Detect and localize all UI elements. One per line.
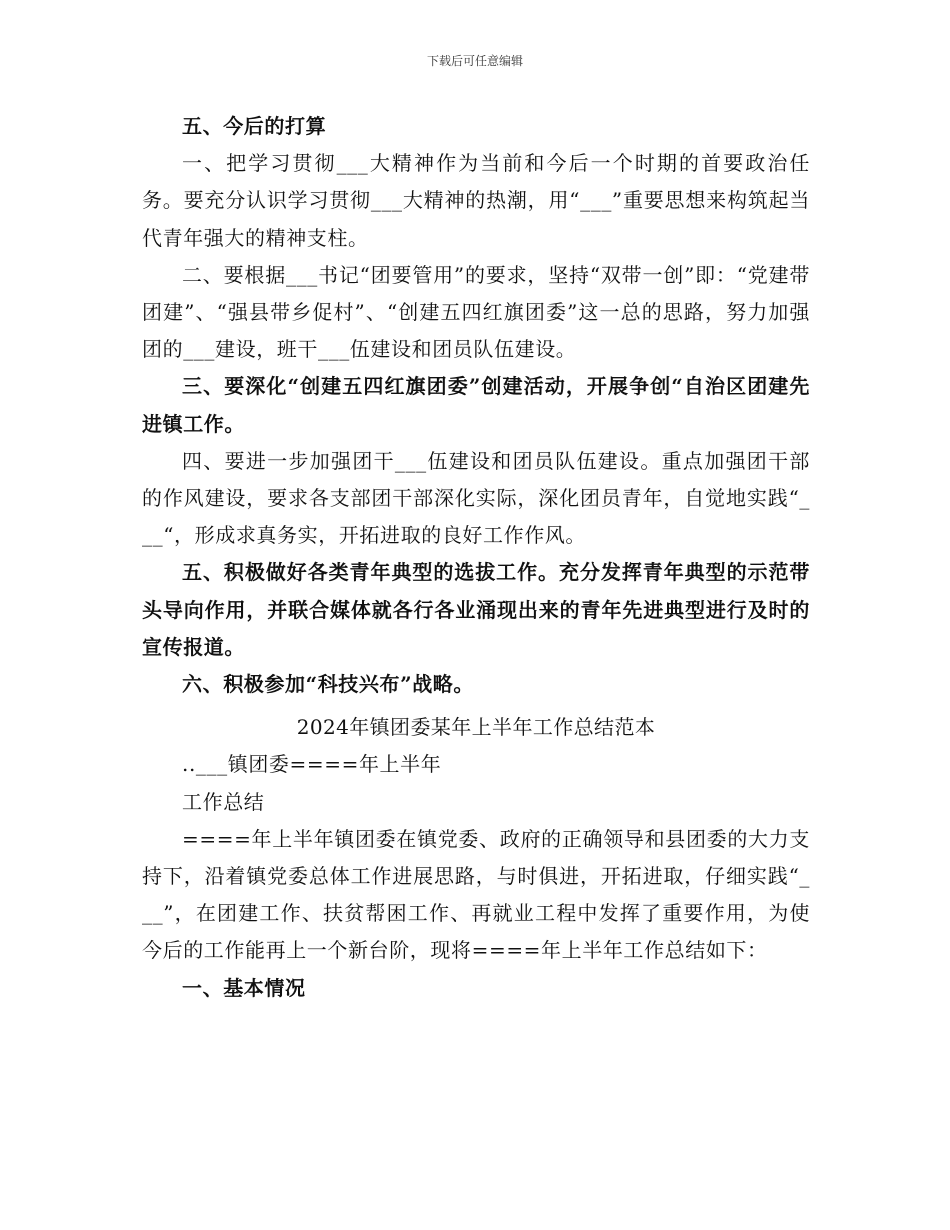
subtitle-line-2: 工作总结 [182, 789, 265, 814]
plan-paragraph-6: 六、积极参加“科技兴布”战略。 [182, 672, 475, 697]
section-heading-plans: 五、今后的打算 [182, 114, 327, 138]
document-body [142, 108, 810, 1007]
document-title: 2024年镇团委某年上半年工作总结范本 [296, 715, 656, 740]
page-header-note: 下载后可任意编辑 [426, 54, 523, 68]
plan-paragraph-1: 一、把学习贯彻___大精神作为当前和今后一个时期的首要政治任务。要充分认识学习贯彻___大精神的热潮，用“___”重要思想来构筑起当代青年强大的精神支柱。 [142, 151, 810, 250]
subtitle-line-1: ..___镇团委====年上半年 [182, 752, 442, 777]
plan-paragraph-4: 四、要进一步加强团干___伍建设和团员队伍建设。重点加强团干部的作风建设，要求各支部团干部深化实际，深化团员青年，自觉地实践“___“，形成求真务实，开拓进取的良好工作作风。 [142, 448, 810, 548]
intro-paragraph: ====年上半年镇团委在镇党委、政府的正确领导和县团委的大力支持下，沿着镇党委总体工作进展思路，与时俱进，开拓进取，仔细实践“___”，在团建工作、扶贫帮困工作、再就业工程中发挥了重要作用，为使今后的工作能再上一个新台阶，现将====年上半年工作总结如下： [142, 826, 810, 963]
section-heading-basic: 一、基本情况 [182, 975, 306, 1000]
plan-paragraph-5: 五、积极做好各类青年典型的选拔工作。充分发挥青年典型的示范带头导向作用，并联合媒体就各行各业涌现出来的青年先进典型进行及时的宣传报道。 [142, 560, 810, 659]
plan-paragraph-2: 二、要根据___书记“团要管用”的要求，坚持“双带一创”即：“党建带团建”、“强县带乡促村”、“创建五四红旗团委”这一总的思路，努力加强团的___建设，班干___伍建设和团员队伍建设。 [142, 262, 810, 362]
plan-paragraph-3: 三、要深化“创建五四红旗团委”创建活动，开展争创“自治区团建先进镇工作。 [142, 374, 810, 436]
